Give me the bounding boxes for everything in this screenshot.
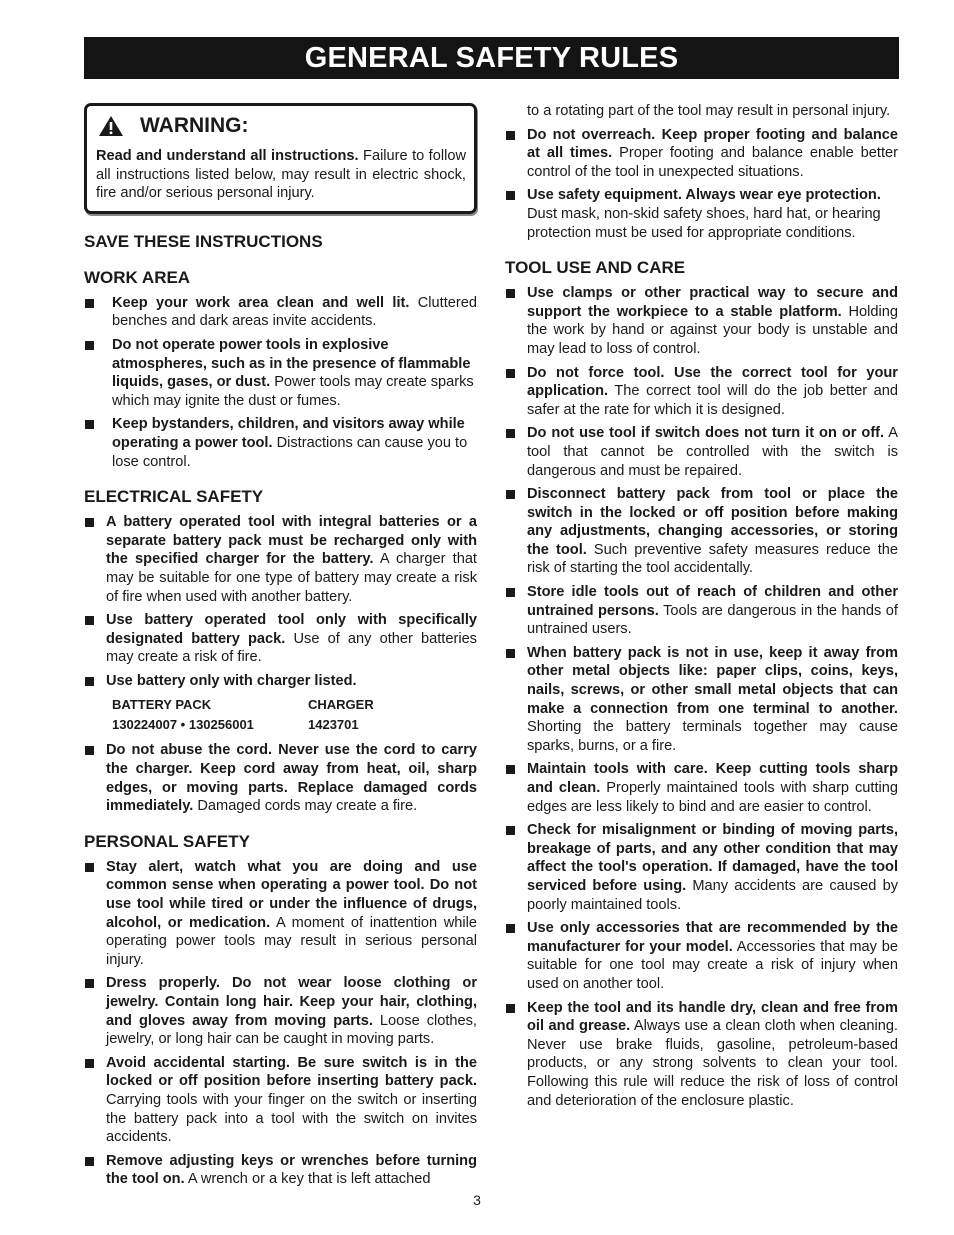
rule-text: Loose clothes, jewelry, or long hair can be caught in moving parts. [106, 1012, 477, 1048]
rule-bold: Use only accessories that are recommended by the manufacturer for your model. [527, 920, 898, 955]
rule-bold: Check for misalignment or binding of moving parts, breakage of parts, and any other condition that may affect the tool's operation. If damaged, have the tool serviced before using. [527, 822, 898, 894]
rule-bold: Avoid accidental starting. Be sure switch is in the locked or off position before inserting battery pack. [106, 1054, 477, 1090]
rule-item [84, 513, 477, 606]
left-column [84, 103, 477, 1194]
rule-item [84, 611, 477, 667]
rule-item [505, 424, 898, 480]
rule-bold: Do not overreach. Keep proper footing and balance at all times. [527, 126, 898, 162]
rule-item [84, 415, 477, 471]
rule-item [505, 485, 898, 578]
bullet-square-icon [505, 760, 527, 816]
continued-text: to a rotating part of the tool may result in personal injury. [527, 103, 891, 119]
rule-bold: Do not operate power tools in explosive atmospheres, such as in the presence of flammable liquids, gases, or dust. [112, 336, 471, 391]
battery-pack-models: 130224007 • 130256001 [112, 717, 254, 733]
rule-bold: Keep your work area clean and well lit. [112, 294, 410, 311]
bullet-square-icon [505, 364, 527, 420]
rule-bold: Do not abuse the cord. Never use the cord to carry the charger. Keep cord away from heat, oil, sharp edges, or moving parts. Replace damaged cords immediately. [106, 742, 477, 815]
rule-item [505, 919, 898, 993]
bullet-square-icon [84, 513, 106, 606]
rule-item [84, 974, 477, 1048]
bullet-square-icon [505, 126, 527, 182]
rule-text: Damaged cords may create a fire. [193, 798, 418, 815]
bullet-square-icon [505, 644, 527, 756]
rule-text: Holding the work by hand or against your body is unstable and may lead to loss of control. [527, 303, 898, 357]
rule-text: Proper footing and balance enable better control of the tool in unexpected situations. [527, 145, 898, 180]
page-banner-title: GENERAL SAFETY RULES [84, 37, 899, 79]
rule-text: Tools are dangerous in the hands of untrained users. [527, 602, 898, 638]
bullet-square-icon [84, 858, 106, 970]
bullet-square-icon [84, 672, 106, 691]
rule-bold: Dress properly. Do not wear loose clothing or jewelry. Contain long hair. Keep your hair, clothing, and gloves away from moving parts. [106, 975, 477, 1029]
warning-title: WARNING: [140, 114, 249, 137]
rule-text: Accessories that may be suitable for one tool may create a risk of injury when used on another tool. [527, 938, 898, 992]
rule-item [505, 186, 898, 242]
bullet-square-icon [84, 336, 112, 410]
bullet-square-icon [505, 919, 527, 993]
rule-text: Dust mask, non-skid safety shoes, hard hat, or hearing protection must be used for appropriate conditions. [527, 205, 881, 241]
rule-text: Cluttered benches and dark areas invite accidents. [112, 294, 477, 330]
warning-triangle-icon [98, 115, 124, 137]
bullet-square-icon [84, 1152, 106, 1189]
rule-item [505, 583, 898, 639]
warning-body: Failure to follow all instructions listed below, may result in electric shock, fire and/or serious personal injury. [96, 148, 466, 202]
bullet-square-icon [505, 999, 527, 1111]
rule-item [84, 294, 477, 331]
rule-text: Use of any other batteries may create a risk of fire. [106, 630, 477, 666]
rule-item [84, 858, 477, 970]
rule-bold: When battery pack is not in use, keep it away from other metal objects like: paper clips, coins, keys, nails, screws, or other small metal objects that can make a connection from one terminal to another. [527, 644, 898, 717]
rule-text: A tool that cannot be controlled with the switch is dangerous and must be repaired. [527, 425, 898, 479]
rule-bold: Remove adjusting keys or wrenches before turning the tool on. [106, 1152, 477, 1188]
rule-text: A charger that may be suitable for one type of battery may create a risk of fire when used with another battery. [106, 551, 477, 605]
bullet-square-icon [505, 424, 527, 480]
rule-text: Power tools may create sparks which may ignite the dust or fumes. [112, 374, 474, 409]
rule-item [505, 821, 898, 914]
rule-item [505, 126, 898, 182]
rule-item [84, 1152, 477, 1189]
rule-bold: Use battery operated tool only with specifically designated battery pack. [106, 612, 477, 647]
rule-text: Many accidents are caused by poorly maintained tools. [527, 877, 898, 913]
tool-use-heading: TOOL USE AND CARE [505, 258, 686, 278]
rule-item [505, 364, 898, 420]
rule-bold: Disconnect battery pack from tool or place the switch in the locked or off position before making any adjustments, changing accessories, or storing the tool. [527, 486, 898, 558]
rule-bold: Use safety equipment. Always wear eye protection. [527, 187, 881, 204]
bullet-square-icon [505, 186, 527, 242]
rule-item [84, 741, 477, 815]
bullet-square-icon [84, 974, 106, 1048]
rule-bold: Keep bystanders, children, and visitors away while operating a power tool. [112, 416, 465, 451]
save-instructions-heading: SAVE THESE INSTRUCTIONS [84, 231, 323, 251]
rule-item [505, 999, 898, 1111]
charger-model: 1423701 [308, 717, 359, 733]
bullet-square-icon [505, 821, 527, 914]
rule-bold: Use battery only with charger listed. [106, 672, 357, 689]
electrical-safety-heading: ELECTRICAL SAFETY [84, 487, 264, 507]
bullet-square-icon [84, 415, 112, 471]
bullet-square-icon [505, 284, 527, 358]
charger-header: CHARGER [308, 697, 374, 713]
bullet-square-icon [84, 1054, 106, 1147]
rule-item [84, 672, 477, 691]
rule-text: The correct tool will do the job better and safer at the rate for which it is designed. [527, 383, 898, 418]
rule-bold: Do not use tool if switch does not turn it on or off. [527, 425, 885, 442]
warning-text [96, 147, 466, 203]
rule-item [505, 644, 898, 756]
rule-item [505, 284, 898, 358]
rule-text: Carrying tools with your finger on the switch or inserting the battery pack into a tool with the switch on invites accidents. [106, 1091, 477, 1146]
rule-bold: Do not force tool. Use the correct tool for your application. [527, 364, 898, 400]
page-number: 3 [473, 1192, 481, 1208]
work-area-rules [84, 294, 477, 471]
battery-pack-header: BATTERY PACK [112, 697, 212, 713]
rule-text: Always use a clean cloth when cleaning. Never use brake fluids, gasoline, petroleum-based products, or any strong solvents to clean your tool. Following this rule will reduce the risk of loss of control and deterioration of the enclosure plastic. [527, 1018, 898, 1109]
bullet-square-icon [505, 485, 527, 578]
rule-bold: Store idle tools out of reach of children and other untrained persons. [527, 584, 898, 619]
rule-text: A moment of inattention while operating power tools may result in serious personal injury. [106, 914, 478, 968]
rule-text: Properly maintained tools with sharp cutting edges are less likely to bind and are easier to control. [527, 780, 898, 815]
warning-header [96, 114, 466, 138]
rule-text: Shorting the battery terminals together may cause sparks, burns, or a fire. [527, 719, 898, 754]
personal-safety-heading: PERSONAL SAFETY [84, 831, 250, 851]
rule-text: Such preventive safety measures reduce the risk of starting the tool accidentally. [527, 541, 898, 577]
right-column [505, 102, 898, 1115]
rule-text: Distractions can cause you to lose control. [112, 434, 468, 470]
rule-bold: Stay alert, watch what you are doing and use common sense when operating a power tool. Do not use tool while tired or under the influence of drugs, alcohol, or medication. [106, 858, 477, 931]
rule-bold: Use clamps or other practical way to secure and support the workpiece to a stable platform. [527, 285, 898, 320]
rule-bold: A battery operated tool with integral batteries or a separate battery pack must be recharged only with the specified charger for the battery. [106, 514, 477, 568]
rule-item [84, 1054, 477, 1147]
bullet-square-icon [505, 583, 527, 639]
work-area-heading: WORK AREA [84, 267, 191, 287]
rule-bold: Maintain tools with care. Keep cutting tools sharp and clean. [527, 761, 898, 796]
rule-item [84, 336, 477, 410]
bullet-square-icon [84, 741, 106, 815]
rule-text: A wrench or a key that is left attached [184, 1171, 431, 1188]
warning-box [84, 103, 477, 214]
rule-item [505, 760, 898, 816]
battery-charger-table [112, 695, 477, 735]
rule-bold: Keep the tool and its handle dry, clean and free from oil and grease. [527, 999, 898, 1035]
warning-bold: Read and understand all instructions. [96, 148, 359, 164]
bullet-square-icon [84, 294, 112, 331]
bullet-square-icon [84, 611, 106, 667]
